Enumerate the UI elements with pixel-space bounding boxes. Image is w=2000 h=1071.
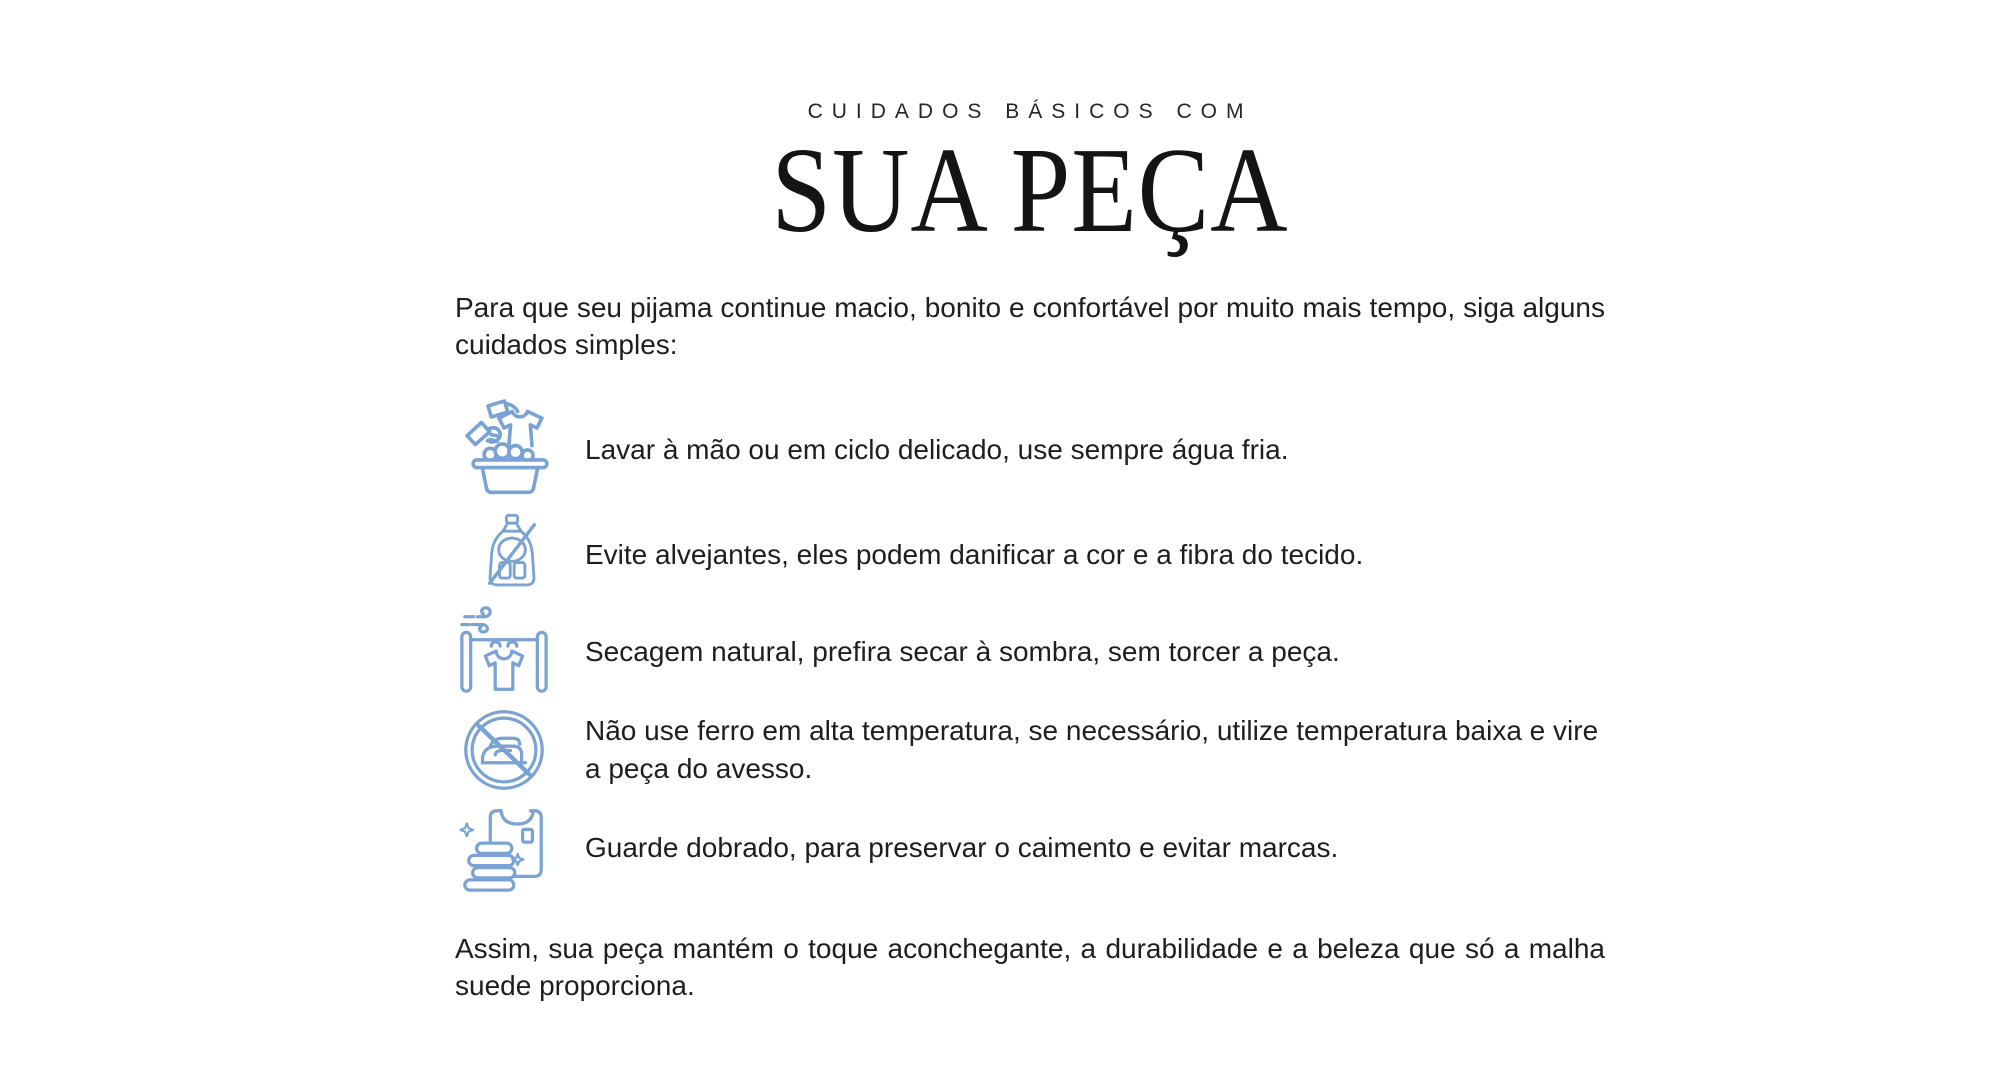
care-item-text: Lavar à mão ou em ciclo delicado, use sempre água fria. [585,434,1289,466]
care-item-no-iron [455,701,1605,799]
page-header [455,100,1605,258]
care-item-line-dry [455,603,1605,701]
no-iron-icon [455,701,585,799]
care-item-text: Secagem natural, prefira secar à sombra, sem torcer a peça. [585,636,1340,668]
page-title: SUA PEÇA [771,123,1289,258]
line-dry-icon [455,603,585,701]
care-item-no-bleach [455,506,1605,603]
fold-storage-icon [455,799,585,897]
care-item-text: Não use ferro em alta temperatura, se necessário, utilize temperatura baixa e vire a peça do avesso. [585,715,1599,784]
content-column [455,100,1605,1005]
care-list [455,394,1605,897]
closing-paragraph: Assim, sua peça mantém o toque aconchegante, a durabilidade e a beleza que só a malha suede proporciona. [455,932,1605,1001]
care-item-text: Guarde dobrado, para preservar o caimento e evitar marcas. [585,832,1339,864]
intro-paragraph: Para que seu pijama continue macio, bonito e confortável por muito mais tempo, siga alguns cuidados simples: [455,292,1605,360]
no-bleach-icon [455,511,585,597]
care-item-text: Evite alvejantes, eles podem danificar a cor e a fibra do tecido. [585,538,1364,570]
section-kicker: CUIDADOS BÁSICOS COM [807,100,1253,123]
hand-wash-icon [455,394,585,506]
care-item-hand-wash [455,394,1605,506]
care-item-fold-storage [455,799,1605,897]
